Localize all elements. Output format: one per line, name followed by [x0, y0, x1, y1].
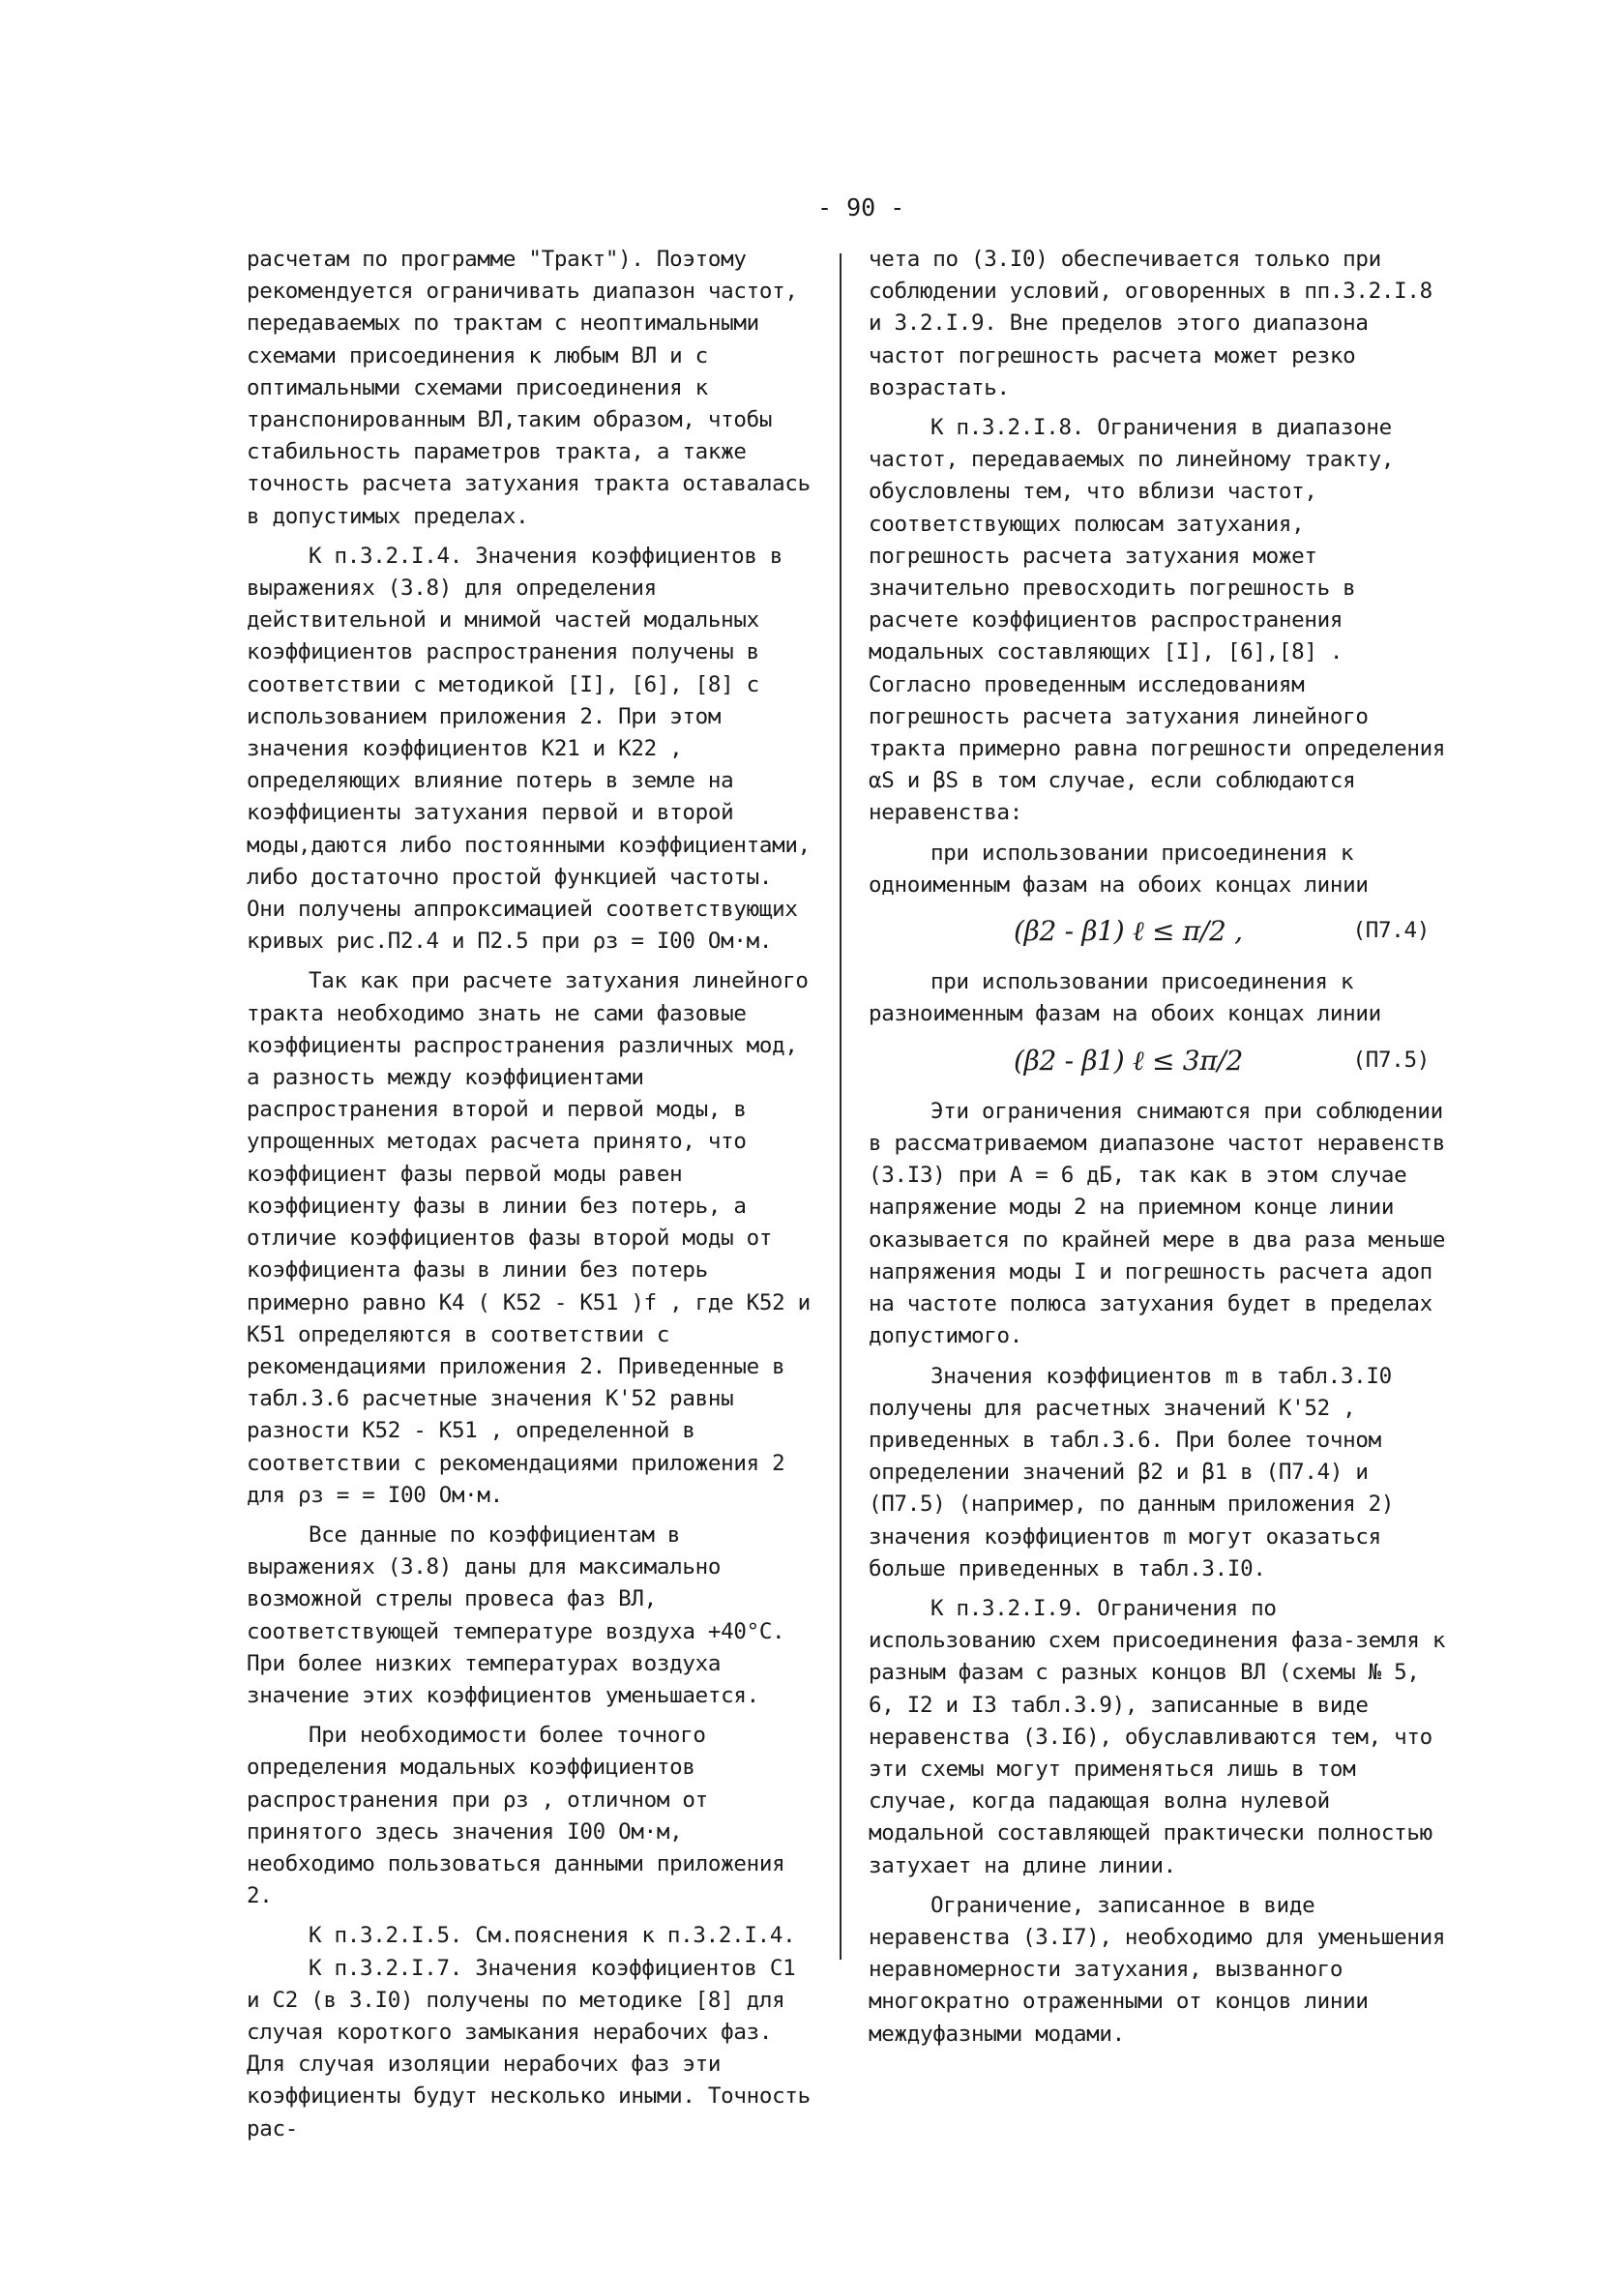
paragraph-clause-3-2-1-4: К п.3.2.I.4. Значения коэффициентов в выражениях (3.8) для определения действительной и мнимой частей модальных коэффициентов распространения получены в соответствии с методикой [I], [6], [8] с использованием приложения 2. При этом значения коэффициентов K21 и K22 , определяющих влияние потерь в земле на коэффициенты затухания первой и второй моды,даются либо постоянными коэффициентами, либо достаточно простой функцией частоты. Они получены аппроксимацией соответствующих кривых рис.П2.4 и П2.5 при ρз = I00 Ом·м.	[247, 543, 811, 955]
right-column	[869, 244, 1449, 2058]
paragraph-coefficients-m: Значения коэффициентов m в табл.3.I0 получены для расчетных значений K'52 , приведенных в табл.3.6. При более точном определении значений β2 и β1 в (П7.4) и (П7.5) (например, по данным приложения 2) значения коэффициентов m могут оказаться больше приведенных в табл.3.I0.	[869, 1363, 1395, 1581]
paragraph-clause-3-2-1-5: К п.3.2.I.5. См.пояснения к п.3.2.I.4.	[309, 1923, 796, 1949]
page-number: - 90 -	[817, 193, 905, 221]
formula-p7-5	[869, 1045, 1449, 1077]
formula-p7-4-number: (П7.4)	[1352, 918, 1430, 944]
paragraph-phase-coefficients: Так как при расчете затухания линейного тракта необходимо знать не сами фазовые коэффициенты распространения различных мод, а разность между коэффициентами распространения второй и первой моды, в упрощенных методах расчета принято, что коэффициент фазы первой моды равен коэффициенту фазы в линии без потерь, а отличие коэффициентов фазы второй моды от коэффициента фазы в линии без потерь примерно равно K4 ( K52 - K51 )f , где K52 и K51 определяются в соответствии с рекомендациями приложения 2. Приведенные в табл.3.6 расчетные значения K'52 равны разности K52 - K51 , определенной в соответствии с рекомендациями приложения 2 для ρз = = I00 Ом·м.	[247, 968, 811, 1508]
formula-p7-5-expression: (β2 - β1) ℓ ≤ 3π/2	[1014, 1044, 1244, 1077]
condition-different-phases: при использовании присоединения к разноименным фазам на обоих концах линии	[869, 969, 1381, 1027]
paragraph-restrictions-lifted: Эти ограничения снимаются при соблюдении в рассматриваемом диапазоне частот неравенств (3.I3) при A = 6 дБ, так как в этом случае напряжение моды 2 на приемном конце линии оказывается по крайней мере в два раза меньше напряжения моды I и погрешность расчета aдоп на частоте полюса затухания будет в пределах допустимого.	[869, 1098, 1446, 1349]
paragraph-clause-3-2-1-9: К п.3.2.I.9. Ограничения по использованию схем присоединения фаза-земля к разным фазам с разных концов ВЛ (схемы № 5, 6, I2 и I3 табл.3.9), записанные в виде неравенства (3.I6), обуславливаются тем, что эти схемы могут применяться лишь в том случае, когда падающая волна нулевой модальной составляющей практически полностью затухает на длине линии.	[869, 1595, 1446, 1878]
paragraph-right-intro: чета по (3.I0) обеспечивается только при соблюдении условий, оговоренных в пп.3.2.I.8 и 3.2.I.9. Вне пределов этого диапазона частот погрешность расчета может резко возрастать.	[869, 247, 1432, 400]
formula-p7-4-expression: (β2 - β1) ℓ ≤ π/2 ,	[1014, 915, 1243, 948]
paragraph-clause-3-2-1-7: К п.3.2.I.7. Значения коэффициентов C1 и C2 (в 3.I0) получены по методике [8] для случая короткого замыкания нерабочих фаз. Для случая изоляции нерабочих фаз эти коэффициенты будут несколько иными. Точность рас-	[247, 1955, 811, 2141]
paragraph-clause-3-2-1-8: К п.3.2.I.8. Ограничения в диапазоне частот, передаваемых по линейному тракту, обусловлены тем, что вблизи частот, соответствующих полюсам затухания, погрешность расчета затухания может значительно превосходить погрешность в расчете коэффициентов распространения модальных составляющих [I], [6],[8] . Согласно проведенным исследованиям погрешность расчета затухания линейного тракта примерно равна погрешности определения αS и βS в том случае, если соблюдаются неравенства:	[869, 415, 1446, 826]
paragraph-left-1: расчетам по программе "Тракт"). Поэтому рекомендуется ограничивать диапазон частот, передаваемых по трактам с неоптимальными схемами присоединения к любым ВЛ и с оптимальными схемами присоединения к транспонированным ВЛ,таким образом, чтобы стабильность параметров тракта, а также точность расчета затухания тракта оставалась в допустимых пределах.	[247, 247, 811, 529]
left-column	[247, 244, 817, 2153]
column-divider	[840, 253, 842, 1960]
condition-same-phases: при использовании присоединения к одноименным фазам на обоих концах линии	[869, 840, 1369, 898]
formula-p7-4	[869, 915, 1449, 947]
paragraph-inequality-3-17: Ограничение, записанное в виде неравенства (3.I7), необходимо для уменьшения неравномерности затухания, вызванного многократно отраженными от концов линии междуфазными модами.	[869, 1892, 1446, 2047]
paragraph-sag-temperature: Все данные по коэффициентам в выражениях (3.8) даны для максимально возможной стрелы провеса фаз ВЛ, соответствующей температуре воздуха +40°С. При более низких температурах воздуха значение этих коэффициентов уменьшается.	[247, 1521, 785, 1708]
formula-p7-5-number: (П7.5)	[1352, 1047, 1430, 1073]
paragraph-precise-determination: При необходимости более точного определения модальных коэффициентов распространения при ρз , отличном от принятого здесь значения I00 Ом·м, необходимо пользоваться данными приложения 2.	[247, 1723, 785, 1909]
